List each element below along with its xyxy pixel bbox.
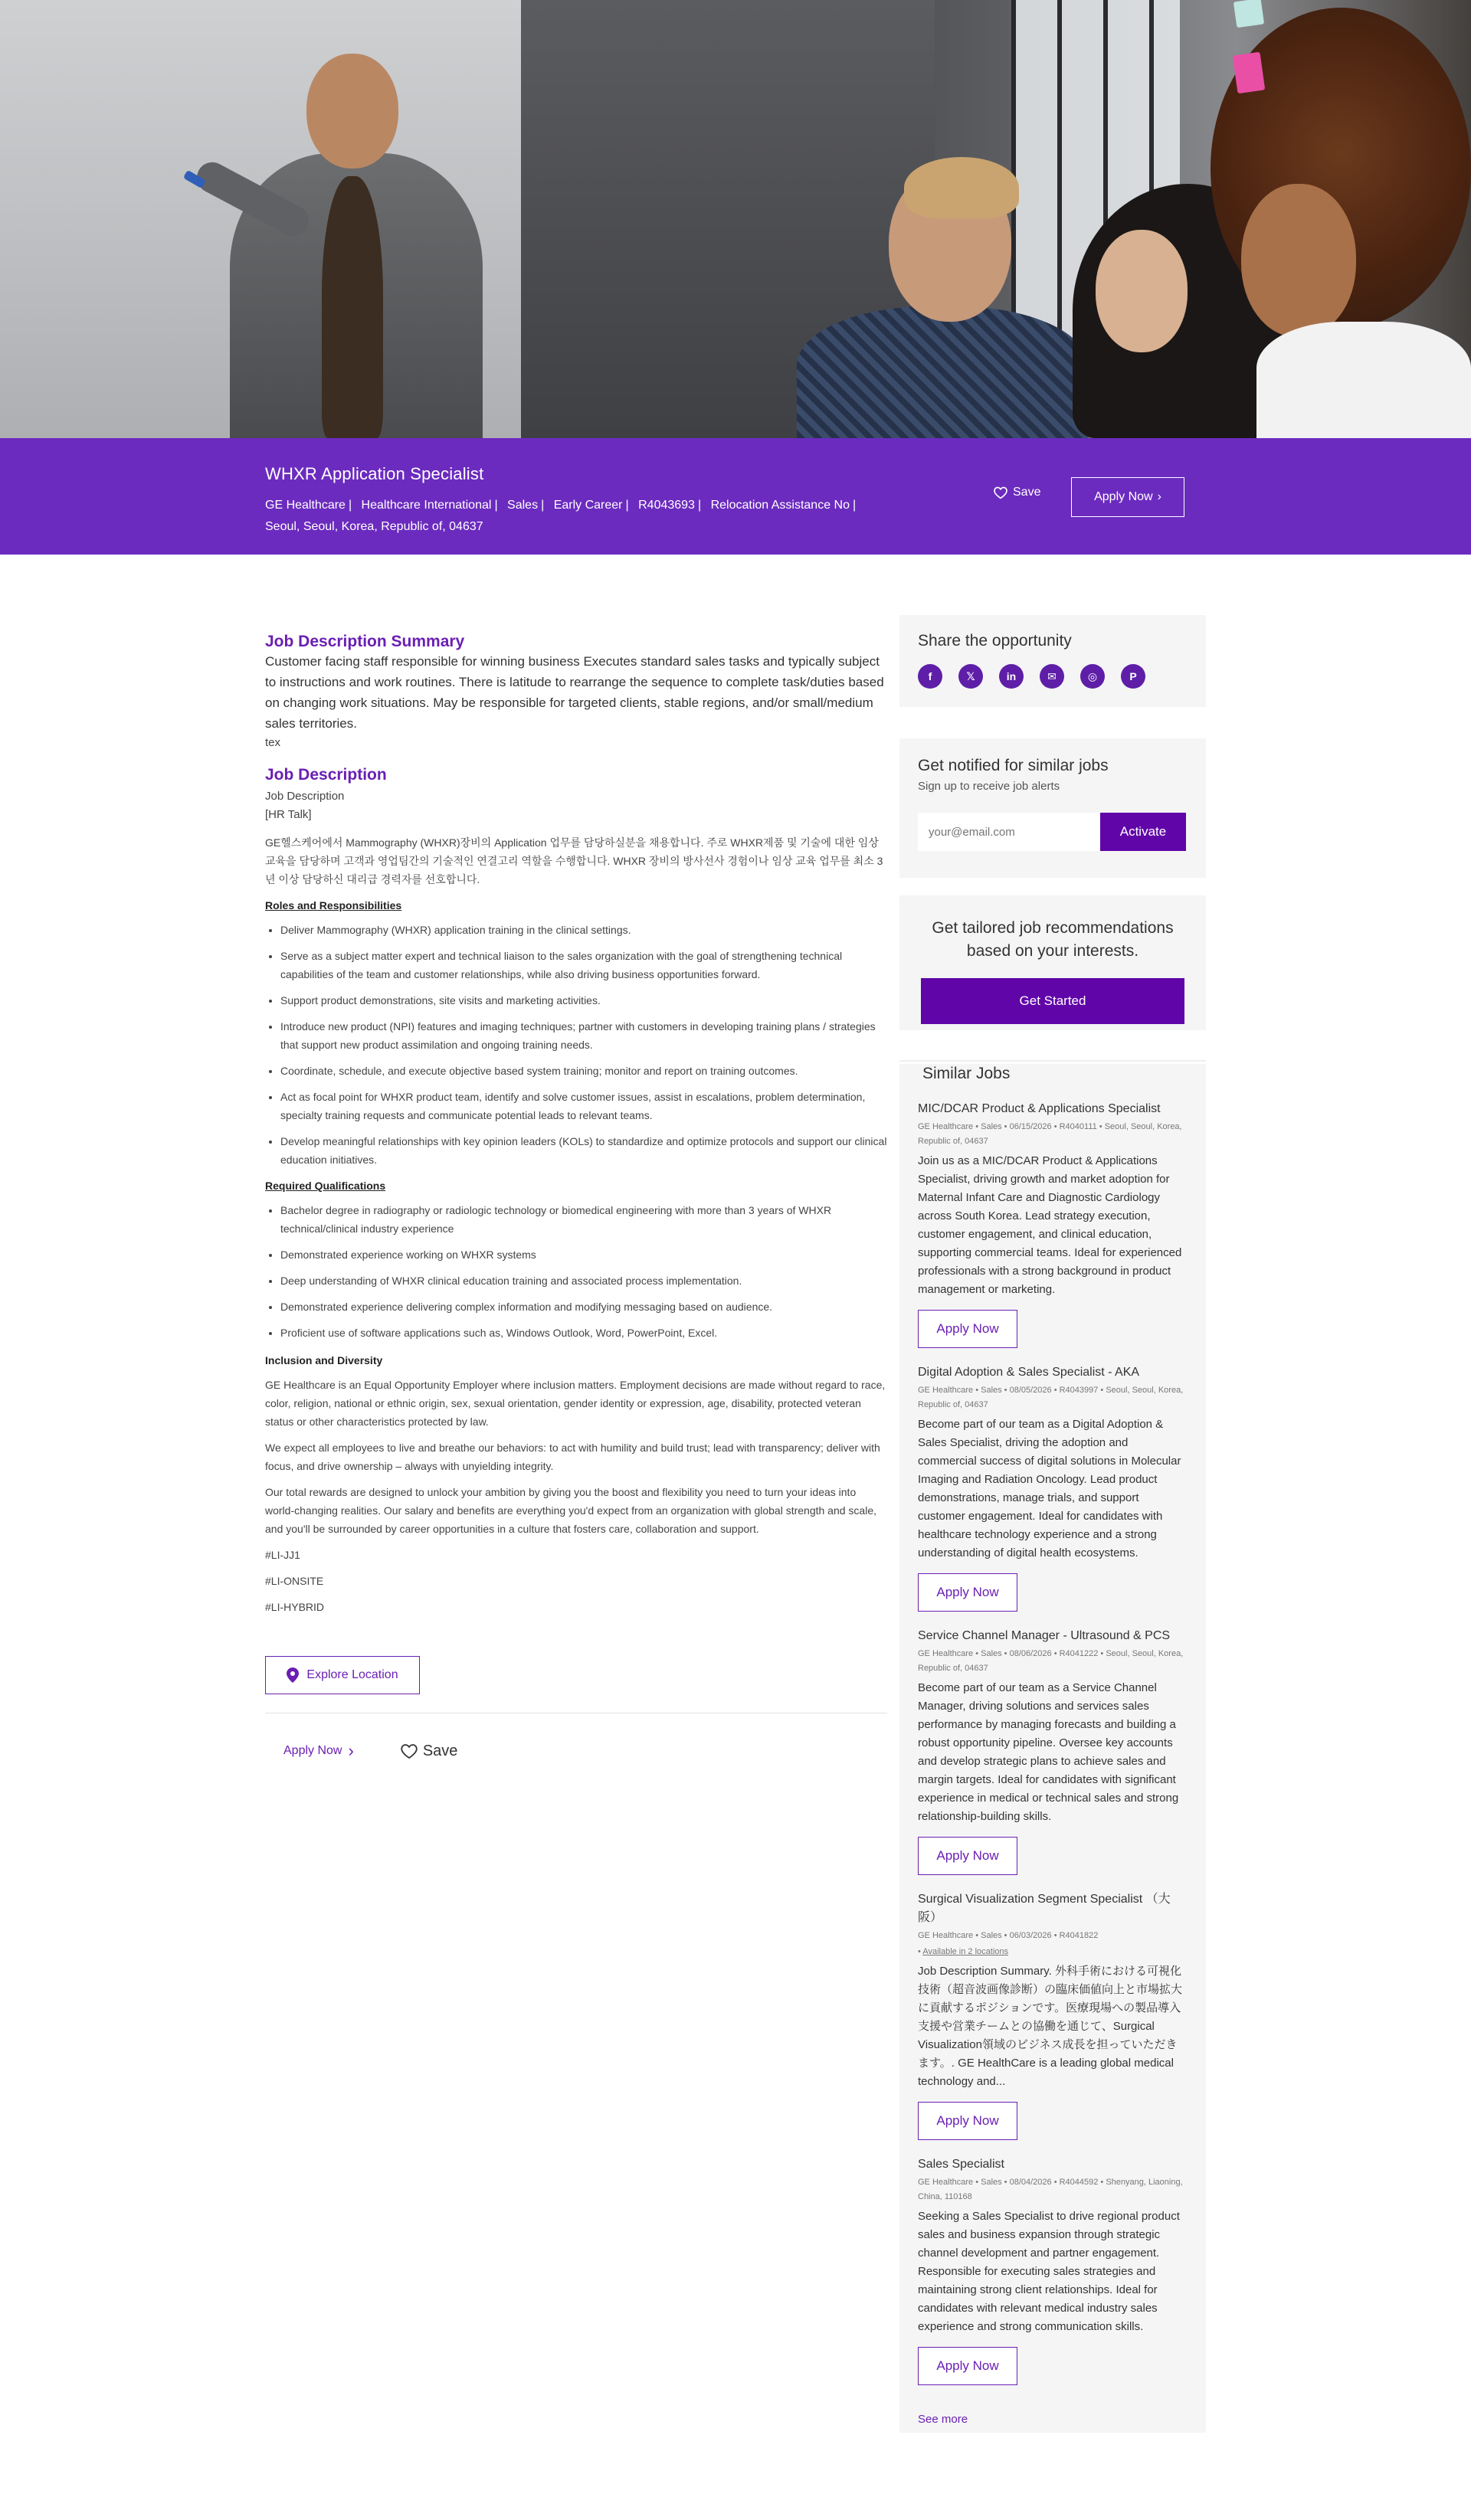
list-item: • Proficient use of software applications such as, Windows Outlook, Word, PowerPoint, Excel. [280, 1324, 887, 1342]
instagram-icon[interactable]: ◎ [1080, 664, 1105, 689]
similar-jobs-heading: Similar Jobs [899, 1060, 1206, 1086]
similar-job-title[interactable]: Digital Adoption & Sales Specialist - AKA [918, 1366, 1140, 1379]
linkedin-icon[interactable]: in [999, 664, 1024, 689]
header-save-button[interactable] [993, 486, 1040, 499]
summary-text: Customer facing staff responsible for winning business Executes standard sales tasks and typically subject to instructions and work routines. There is latitude to rearrange the sequence to complete task/duties based on changing work situations. May be responsible for targeted clients, stable regions, and/or small/medium sales territories. [265, 654, 884, 731]
summary-extra: tex [265, 736, 281, 749]
list-item: • Develop meaningful relationships with key opinion leaders (KOLs) to standardize and optimize protocols and support our clinical education initiatives. [280, 1132, 887, 1169]
similar-job-locations-link[interactable]: • Available in 2 locations [918, 1947, 1009, 1956]
bottom-save-button[interactable] [400, 1743, 458, 1760]
diversity-para: We expect all employees to live and breathe our behaviors: to act with humility and build trust; lead with transparency; deliver with focus, and drive ownership – always with unyielding integrity. [265, 1442, 880, 1472]
description-heading: Job Description [265, 766, 387, 784]
hashtag: #LI-ONSITE [265, 1575, 324, 1587]
meta-career-level: Early Career [553, 499, 623, 512]
similar-job-desc: Join us as a MIC/DCAR Product & Applications Specialist, driving growth and market adoption for Maternal Infant Care and Diagnostic Cardiology across South Korea. Lead strategy execution, customer engagement, and clinical education, supporting commercial teams. Ideal for experienced professionals with a strong background in product management or marketing. [918, 1154, 1182, 1296]
similar-job-desc: Seeking a Sales Specialist to drive regional product sales and business expansion through strategic channel development and partner engagement. Responsible for executing sales strategies and maintaining strong client relationships. Ideal for candidates with relevant medical industry sales experience and strong communication skills. [918, 2210, 1180, 2333]
similar-job [918, 1100, 1188, 1348]
similar-job-title[interactable]: Surgical Visualization Segment Specialist （大阪） [918, 1893, 1171, 1924]
bottom-apply-label: Apply Now [283, 1744, 342, 1757]
similar-job-title[interactable]: Sales Specialist [918, 2158, 1004, 2171]
similar-job-meta: GE Healthcare • Sales • 08/05/2026 • R4043997 • Seoul, Seoul, Korea, Republic of, 04637 [918, 1386, 1184, 1409]
header-save-label: Save [1013, 486, 1041, 499]
share-icons [918, 664, 1188, 689]
notify-title: Get notified for similar jobs [918, 757, 1109, 774]
meta-category: Sales [507, 499, 539, 512]
roles-heading: Roles and Responsibilities [265, 899, 402, 911]
see-more-link[interactable]: See more [918, 2413, 968, 2426]
similar-job-desc: Job Description Summary. 外科手術における可視化技術（超音波画像診断）の臨床価値向上と市場拡大に貢献するポジションです。医療現場への製品導入支援や営業チームとの協働を通じて、Surgical Visualization領域のビジネス成長を担っていただきます。. GE HealthCare is a leading global medical technology and... [918, 1965, 1183, 2088]
summary-heading: Job Description Summary [265, 633, 465, 650]
x-twitter-icon[interactable]: 𝕏 [958, 664, 983, 689]
job-header-bar [0, 438, 1471, 555]
bottom-apply-button[interactable] [283, 1741, 354, 1761]
facebook-icon[interactable]: f [918, 664, 942, 689]
similar-job-title[interactable]: Service Channel Manager - Ultrasound & PCS [918, 1629, 1171, 1642]
description-korean: GE헬스케어에서 Mammography (WHXR)장비의 Application 업무를 담당하실분을 채용합니다. 주로 WHXR제품 및 기술에 대한 임상 교육을 담당하며 고객과 영업팀간의 기술적인 연결고리 역할을 수행합니다. WHXR 장비의 방사선사 경험이나 임상 교육 업무를 최소 3년 이상 담당하신 대리급 경력자를 선호합니다. [265, 836, 883, 885]
quals-list [265, 1201, 887, 1342]
list-item: • Deliver Mammography (WHXR) application training in the clinical settings. [280, 921, 887, 939]
quals-heading: Required Qualifications [265, 1180, 386, 1192]
share-title: Share the opportunity [918, 632, 1072, 650]
bottom-save-label: Save [422, 1742, 458, 1759]
list-item: • Demonstrated experience working on WHXR systems [280, 1245, 887, 1264]
list-item: • Demonstrated experience delivering complex information and modifying messaging based on audience. [280, 1298, 887, 1316]
explore-location-label: Explore Location [306, 1668, 398, 1681]
hero-photo [0, 0, 1471, 438]
job-meta: GE Healthcare | Healthcare International | Sales | Early Career | R4043693 | Relocation Assistance No | Seoul, Seoul, Korea, Republic of, 04637 [265, 499, 857, 533]
list-item: • Act as focal point for WHXR product team, identify and solve customer issues, assist in escalations, problem determination, specialty training requests and communicate potential leads to relevant teams. [280, 1088, 887, 1124]
list-item: • Support product demonstrations, site visits and marketing activities. [280, 991, 887, 1010]
diversity-para: Our total rewards are designed to unlock your ambition by giving you the boost and flexibility you need to turn your ideas into world-changing realities. Our salary and benefits are everything you'd expect from an organization with global strength and scale, and you'll be surrounded by career opportunities in a culture that fosters care, collaboration and support. [265, 1486, 877, 1535]
similar-job-apply-button[interactable]: Apply Now [918, 2347, 1017, 2385]
header-apply-label: Apply Now [1094, 490, 1153, 503]
bottom-actions [265, 1741, 887, 1761]
similar-job-desc: Become part of our team as a Service Channel Manager, driving solutions and services sales performance by managing forecasts and building a robust opportunity pipeline. Oversee key accounts and develop strategic plans to achieve sales and margin targets. Ideal for candidates with significant experience in medical or technical sales and strong relationship-building skills. [918, 1681, 1179, 1823]
chevron-right-icon: › [348, 1741, 354, 1760]
similar-job [918, 1627, 1188, 1875]
similar-job-apply-button[interactable]: Apply Now [918, 1837, 1017, 1875]
tailored-title: Get tailored job recommendations based on your interests. [932, 919, 1174, 960]
hashtag: #LI-HYBRID [265, 1601, 325, 1613]
similar-job-apply-button[interactable]: Apply Now [918, 1573, 1017, 1612]
similar-job [918, 1363, 1188, 1612]
description-line2: [HR Talk] [265, 808, 312, 821]
similar-job-meta: GE Healthcare • Sales • 08/04/2026 • R4044592 • Shenyang, Liaoning, China, 110168 [918, 2178, 1183, 2201]
notify-form [918, 813, 1188, 851]
similar-job-apply-button[interactable]: Apply Now [918, 2102, 1017, 2140]
similar-job-meta: GE Healthcare • Sales • 08/06/2026 • R4041222 • Seoul, Seoul, Korea, Republic of, 04637 [918, 1649, 1184, 1673]
meta-location: Seoul, Seoul, Korea, Republic of, 04637 [265, 520, 483, 533]
meta-req-id: R4043693 [638, 499, 695, 512]
list-item: • Bachelor degree in radiography or radiologic technology or biomedical engineering with more than 3 years of WHXR technical/clinical industry experience [280, 1201, 887, 1238]
recommendations-card [899, 895, 1206, 1030]
similar-job [918, 2155, 1188, 2385]
email-icon[interactable]: ✉ [1040, 664, 1064, 689]
job-alert-card [899, 738, 1206, 878]
similar-jobs-card [899, 1060, 1206, 2433]
heart-icon [993, 486, 1008, 499]
activate-button[interactable]: Activate [1100, 813, 1186, 851]
heart-icon [400, 1743, 418, 1759]
similar-job [918, 1890, 1188, 2140]
job-title: WHXR Application Specialist [265, 464, 484, 483]
similar-job-title[interactable]: MIC/DCAR Product & Applications Specialist [918, 1102, 1161, 1115]
header-apply-button[interactable] [1071, 477, 1184, 517]
job-description-column [265, 633, 887, 1761]
hashtag: #LI-JJ1 [265, 1549, 300, 1561]
share-card [899, 615, 1206, 707]
list-item: • Coordinate, schedule, and execute objective based system training; monitor and report on training outcomes. [280, 1062, 887, 1080]
meta-company: GE Healthcare [265, 499, 346, 512]
similar-job-apply-button[interactable]: Apply Now [918, 1310, 1017, 1348]
similar-job-desc: Become part of our team as a Digital Adoption & Sales Specialist, driving the adoption and commercial success of digital solutions in Molecular Imaging and Radiation Oncology. Lead product demonstrations, manage trials, and support customer engagement. Ideal for candidates with healthcare technology experience and a strong understanding of digital health ecosystems. [918, 1418, 1181, 1559]
chevron-right-icon: › [1157, 490, 1161, 503]
meta-segment: Healthcare International [361, 499, 492, 512]
list-item: • Deep understanding of WHXR clinical education training and associated process implementation. [280, 1271, 887, 1290]
description-line1: Job Description [265, 790, 345, 803]
list-item: • Serve as a subject matter expert and technical liaison to the sales organization with the goal of strengthening technical capabilities of the team and customer relationships, while also driving business opportunities forward. [280, 947, 887, 983]
similar-job-meta: GE Healthcare • Sales • 06/15/2026 • R4040111 • Seoul, Seoul, Korea, Republic of, 04637 [918, 1122, 1182, 1146]
diversity-para: GE Healthcare is an Equal Opportunity Employer where inclusion matters. Employment decisions are made without regard to race, color, religion, national or ethnic origin, sex, sexual orientation, gender identity or expression, age, disability, protected veteran status or other characteristics protected by law. [265, 1379, 886, 1428]
notify-subtitle: Sign up to receive job alerts [918, 780, 1060, 793]
explore-location-button[interactable] [265, 1656, 420, 1694]
meta-relocation: Relocation Assistance No [710, 499, 850, 512]
map-pin-icon [287, 1667, 299, 1683]
list-item: • Introduce new product (NPI) features and imaging techniques; partner with customers in developing training plans / strategies that support new product assimilation and ongoing training needs. [280, 1017, 887, 1054]
get-started-button[interactable]: Get Started [921, 978, 1184, 1024]
email-field[interactable] [918, 813, 1100, 851]
diversity-heading: Inclusion and Diversity [265, 1354, 383, 1366]
roles-list [265, 921, 887, 1169]
similar-job-meta: GE Healthcare • Sales • 06/03/2026 • R4041822 [918, 1931, 1099, 1940]
pinterest-icon[interactable]: P [1121, 664, 1145, 689]
